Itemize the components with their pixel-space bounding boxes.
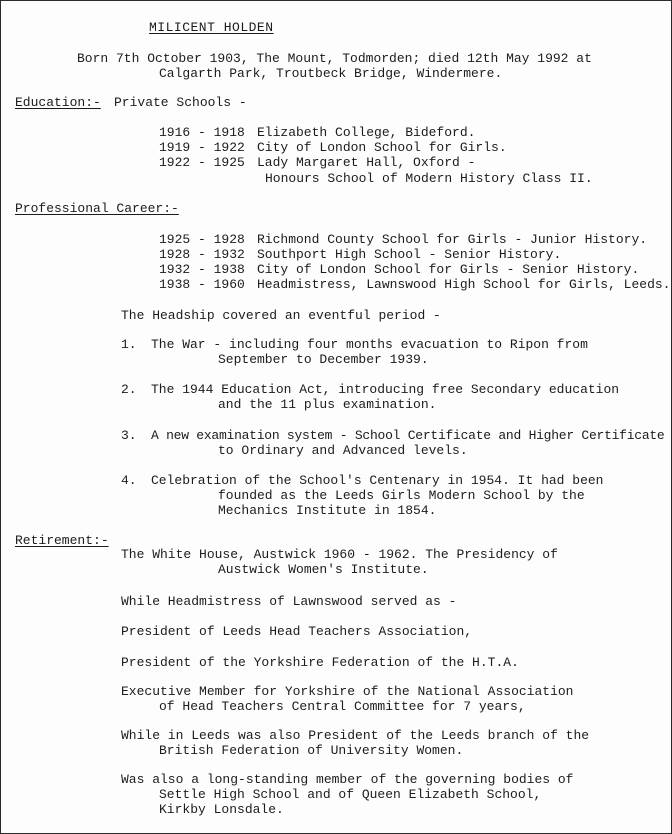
point-1-line-2: September to December 1939. xyxy=(218,352,429,367)
point-2-number: 2. xyxy=(121,382,137,397)
point-4-line-1: Celebration of the School's Centenary in 1954. It had been xyxy=(151,473,604,488)
born-line-2: Calgarth Park, Troutbeck Bridge, Windermere. xyxy=(159,66,503,81)
point-2-line-1: The 1944 Education Act, introducing free Secondary education xyxy=(151,382,620,397)
career-text-1: Richmond County School for Girls - Junior History. xyxy=(257,232,648,247)
education-text-1: Elizabeth College, Bideford. xyxy=(257,125,476,140)
retirement-heading: Retirement:- xyxy=(15,533,109,548)
point-1-line-1: The War - including four months evacuation to Ripon from xyxy=(151,337,588,352)
headship-intro: The Headship covered an eventful period - xyxy=(121,308,441,323)
retirement-line-1: The White House, Austwick 1960 - 1962. The Presidency of xyxy=(121,547,558,562)
point-4-line-2: founded as the Leeds Girls Modern School by the xyxy=(218,488,585,503)
education-years-1: 1916 - 1918 xyxy=(159,125,245,140)
retirement-line-12: Kirkby Lonsdale. xyxy=(159,802,284,817)
education-years-2: 1919 - 1922 xyxy=(159,140,245,155)
education-text-2: City of London School for Girls. xyxy=(257,140,507,155)
retirement-line-10: Was also a long-standing member of the governing bodies of xyxy=(121,772,574,787)
education-continuation: Honours School of Modern History Class II. xyxy=(265,171,593,186)
retirement-line-8: While in Leeds was also President of the Leeds branch of the xyxy=(121,728,590,743)
career-text-3: City of London School for Girls - Senior History. xyxy=(257,262,640,277)
retirement-line-3: While Headmistress of Lawnswood served as - xyxy=(121,594,457,609)
education-years-3: 1922 - 1925 xyxy=(159,155,245,170)
career-heading: Professional Career:- xyxy=(15,201,179,216)
retirement-line-5: President of the Yorkshire Federation of the H.T.A. xyxy=(121,655,519,670)
retirement-line-6: Executive Member for Yorkshire of the National Association xyxy=(121,684,574,699)
point-4-number: 4. xyxy=(121,473,137,488)
point-3-line-1: A new examination system - School Certificate and Higher Certificate xyxy=(151,428,665,443)
career-text-2: Southport High School - Senior History. xyxy=(257,247,562,262)
point-4-line-3: Mechanics Institute in 1854. xyxy=(218,503,437,518)
retirement-line-7: of Head Teachers Central Committee for 7 years, xyxy=(159,699,526,714)
education-intro: Private Schools - xyxy=(114,95,247,110)
point-2-line-2: and the 11 plus examination. xyxy=(218,397,437,412)
retirement-line-11: Settle High School and of Queen Elizabeth School, xyxy=(159,787,542,802)
retirement-line-4: President of Leeds Head Teachers Association, xyxy=(121,624,473,639)
career-years-3: 1932 - 1938 xyxy=(159,262,245,277)
point-3-number: 3. xyxy=(121,428,137,443)
education-text-3: Lady Margaret Hall, Oxford - xyxy=(257,155,476,170)
point-3-line-2: to Ordinary and Advanced levels. xyxy=(218,443,468,458)
career-text-4: Headmistress, Lawnswood High School for Girls, Leeds. xyxy=(257,277,671,292)
born-line-1: Born 7th October 1903, The Mount, Todmorden; died 12th May 1992 at xyxy=(77,51,592,66)
retirement-line-9: British Federation of University Women. xyxy=(159,743,464,758)
point-1-number: 1. xyxy=(121,337,137,352)
career-years-1: 1925 - 1928 xyxy=(159,232,245,247)
retirement-line-2: Austwick Women's Institute. xyxy=(218,562,429,577)
document-title: MILICENT HOLDEN xyxy=(149,20,274,35)
education-heading: Education:- xyxy=(15,95,101,110)
career-years-2: 1928 - 1932 xyxy=(159,247,245,262)
career-years-4: 1938 - 1960 xyxy=(159,277,245,292)
